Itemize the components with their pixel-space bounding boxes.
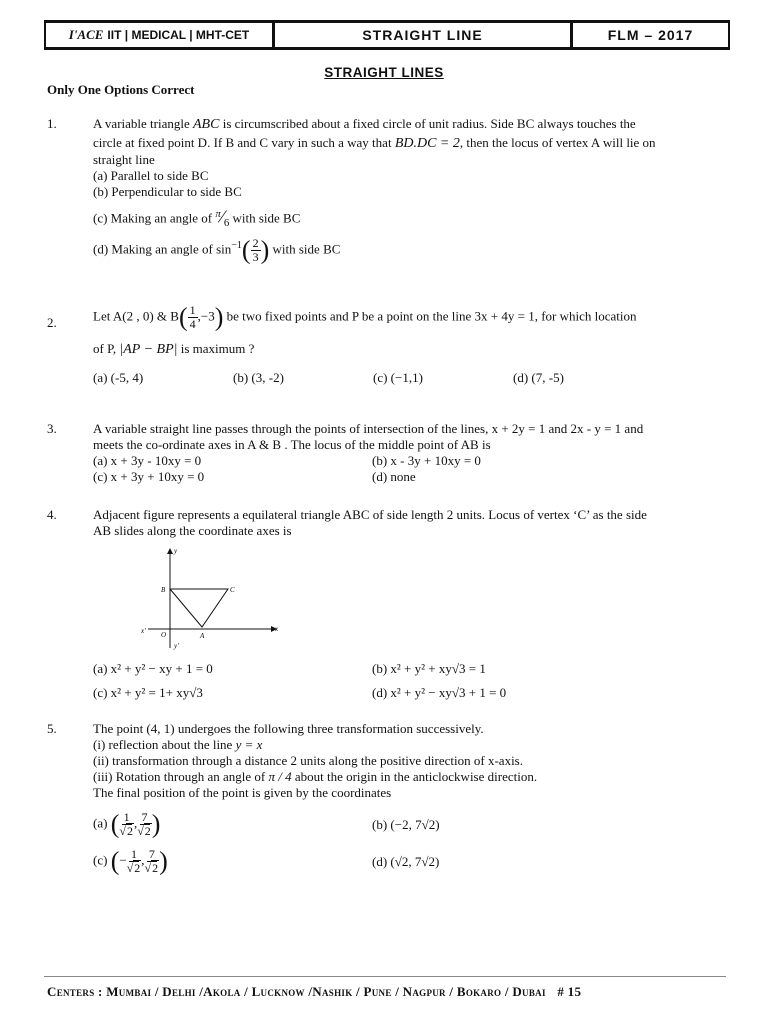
option-d: (d) Making an angle of $\sin^{-1}$( $\frac{2}{3}$ ) with side BC (93, 235, 341, 265)
institute-label: IIT | MEDICAL | MHT-CET (107, 28, 250, 42)
page-header (44, 20, 730, 50)
question-text: circle at fixed point D. If B and C vary in such a way that BD.DC = 2, then the locus of vertex A will lie on (93, 135, 656, 151)
ace-logo: I'ACE (68, 27, 104, 42)
question-text: Adjacent figure represents a equilateral triangle ABC of side length 2 units. Locus of vertex ‘C’ as the side (93, 507, 647, 522)
question-number: 4. (47, 507, 57, 522)
question-text: of P, |AP − BP| is maximum ? (93, 341, 255, 357)
section-heading: Only One Options Correct (47, 82, 195, 97)
option-b: (b) (−2, 7√2) (372, 816, 440, 832)
code-cell: FLM – 2017 (607, 27, 694, 43)
page-footer (47, 984, 727, 1000)
option-a: (a) x² + y² − xy + 1 = 0 (93, 661, 213, 676)
option-a: (a) ( $\frac{1}{√2}$ , $\frac{7}{√2}$ ) (93, 809, 161, 839)
options-row (93, 453, 727, 469)
option-a: (a) (-5, 4) (93, 370, 144, 385)
option-c: (c) Making an angle of $^\pi⁄_6$ with side BC (93, 206, 301, 229)
question-text: A variable straight line passes through the points of intersection of the lines, x + 2y = 1 and 2x - y = 1 and (93, 421, 644, 436)
question-number: 2. (47, 315, 57, 330)
option-c: (c) x + 3y + 10xy = 0 (93, 469, 205, 484)
footer-divider (44, 976, 726, 977)
option-c: (c) x² + y² = 1+ xy√3 (93, 685, 203, 700)
question-number: 5. (47, 721, 57, 736)
options-row (93, 370, 727, 386)
question-text: AB slides along the coordinate axes is (93, 523, 292, 538)
options-row (93, 685, 727, 701)
option-c: (c) (− $\frac{1}{√2}$ , $\frac{7}{√2}$ ) (93, 846, 168, 876)
centers-list: Centers : Mumbai / Delhi /Akola / Lucknow /Nashik / Pune / Nagpur / Bokaro / Dubai (47, 984, 546, 999)
options-row (93, 848, 727, 875)
option-a: (a) Parallel to side BC (93, 168, 209, 183)
question-text: (i) reflection about the line y = x (93, 737, 263, 752)
question-number: 1. (47, 116, 57, 131)
triangle-abc (170, 589, 228, 627)
question-text: Let A(2 , 0) & B( $\frac{1}{4}$ ,−3) be two fixed points and P be a point on the line 3x + 4y = 1, for which location (93, 302, 637, 332)
page-number: # 15 (557, 984, 582, 999)
institute-cell (46, 23, 275, 47)
question-text: (iii) Rotation through an angle of π / 4 about the origin in the anticlockwise direction. (93, 769, 538, 784)
label-a: A (200, 632, 205, 640)
option-d: (d) x² + y² − xy√3 + 1 = 0 (372, 685, 507, 700)
options-row (93, 469, 727, 485)
fraction-numerator: π (215, 208, 221, 220)
question-text: The final position of the point is given by the coordinates (93, 785, 392, 800)
question-text: straight line (93, 152, 155, 167)
question-text: A variable triangle ABC is circumscribed about a fixed circle of unit radius. Side BC always touches the (93, 116, 636, 132)
question-text: The point (4, 1) undergoes the following three transformation successively. (93, 721, 484, 736)
option-b: (b) x² + y² + xy√3 = 1 (372, 661, 486, 676)
options-row (93, 811, 727, 838)
options-row (93, 661, 727, 677)
option-b: (b) x - 3y + 10xy = 0 (372, 453, 481, 468)
option-b: (b) (3, -2) (233, 370, 284, 385)
page-title: STRAIGHT LINES (324, 65, 444, 80)
label-x-prime: x' (141, 627, 146, 635)
option-b: (b) Perpendicular to side BC (93, 184, 242, 199)
label-b: B (161, 586, 166, 594)
fraction: $\frac{2}{3}$ (252, 235, 259, 264)
option-d: (d) (7, -5) (513, 370, 564, 385)
option-d: (d) (√2, 7√2) (372, 853, 440, 869)
question-text: meets the co-ordinate axes in A & B . The locus of the middle point of AB is (93, 437, 491, 452)
fraction: $\frac{1}{4}$ (189, 303, 196, 331)
option-a: (a) x + 3y - 10xy = 0 (93, 453, 202, 468)
fraction-denominator: 6 (223, 216, 230, 229)
label-c: C (230, 586, 235, 594)
label-x: x (275, 625, 279, 633)
coordinate-diagram (136, 543, 286, 653)
question-text: (ii) transformation through a distance 2 units along the positive direction of x-axis. (93, 753, 523, 768)
label-o: O (161, 631, 167, 639)
option-d: (d) none (372, 469, 416, 484)
option-c: (c) (−1,1) (373, 370, 423, 385)
label-y-prime: y' (174, 642, 179, 650)
triangle-figure (136, 543, 286, 658)
label-y: y (174, 547, 178, 555)
question-number: 3. (47, 421, 57, 436)
topic-cell: STRAIGHT LINE (275, 23, 573, 47)
